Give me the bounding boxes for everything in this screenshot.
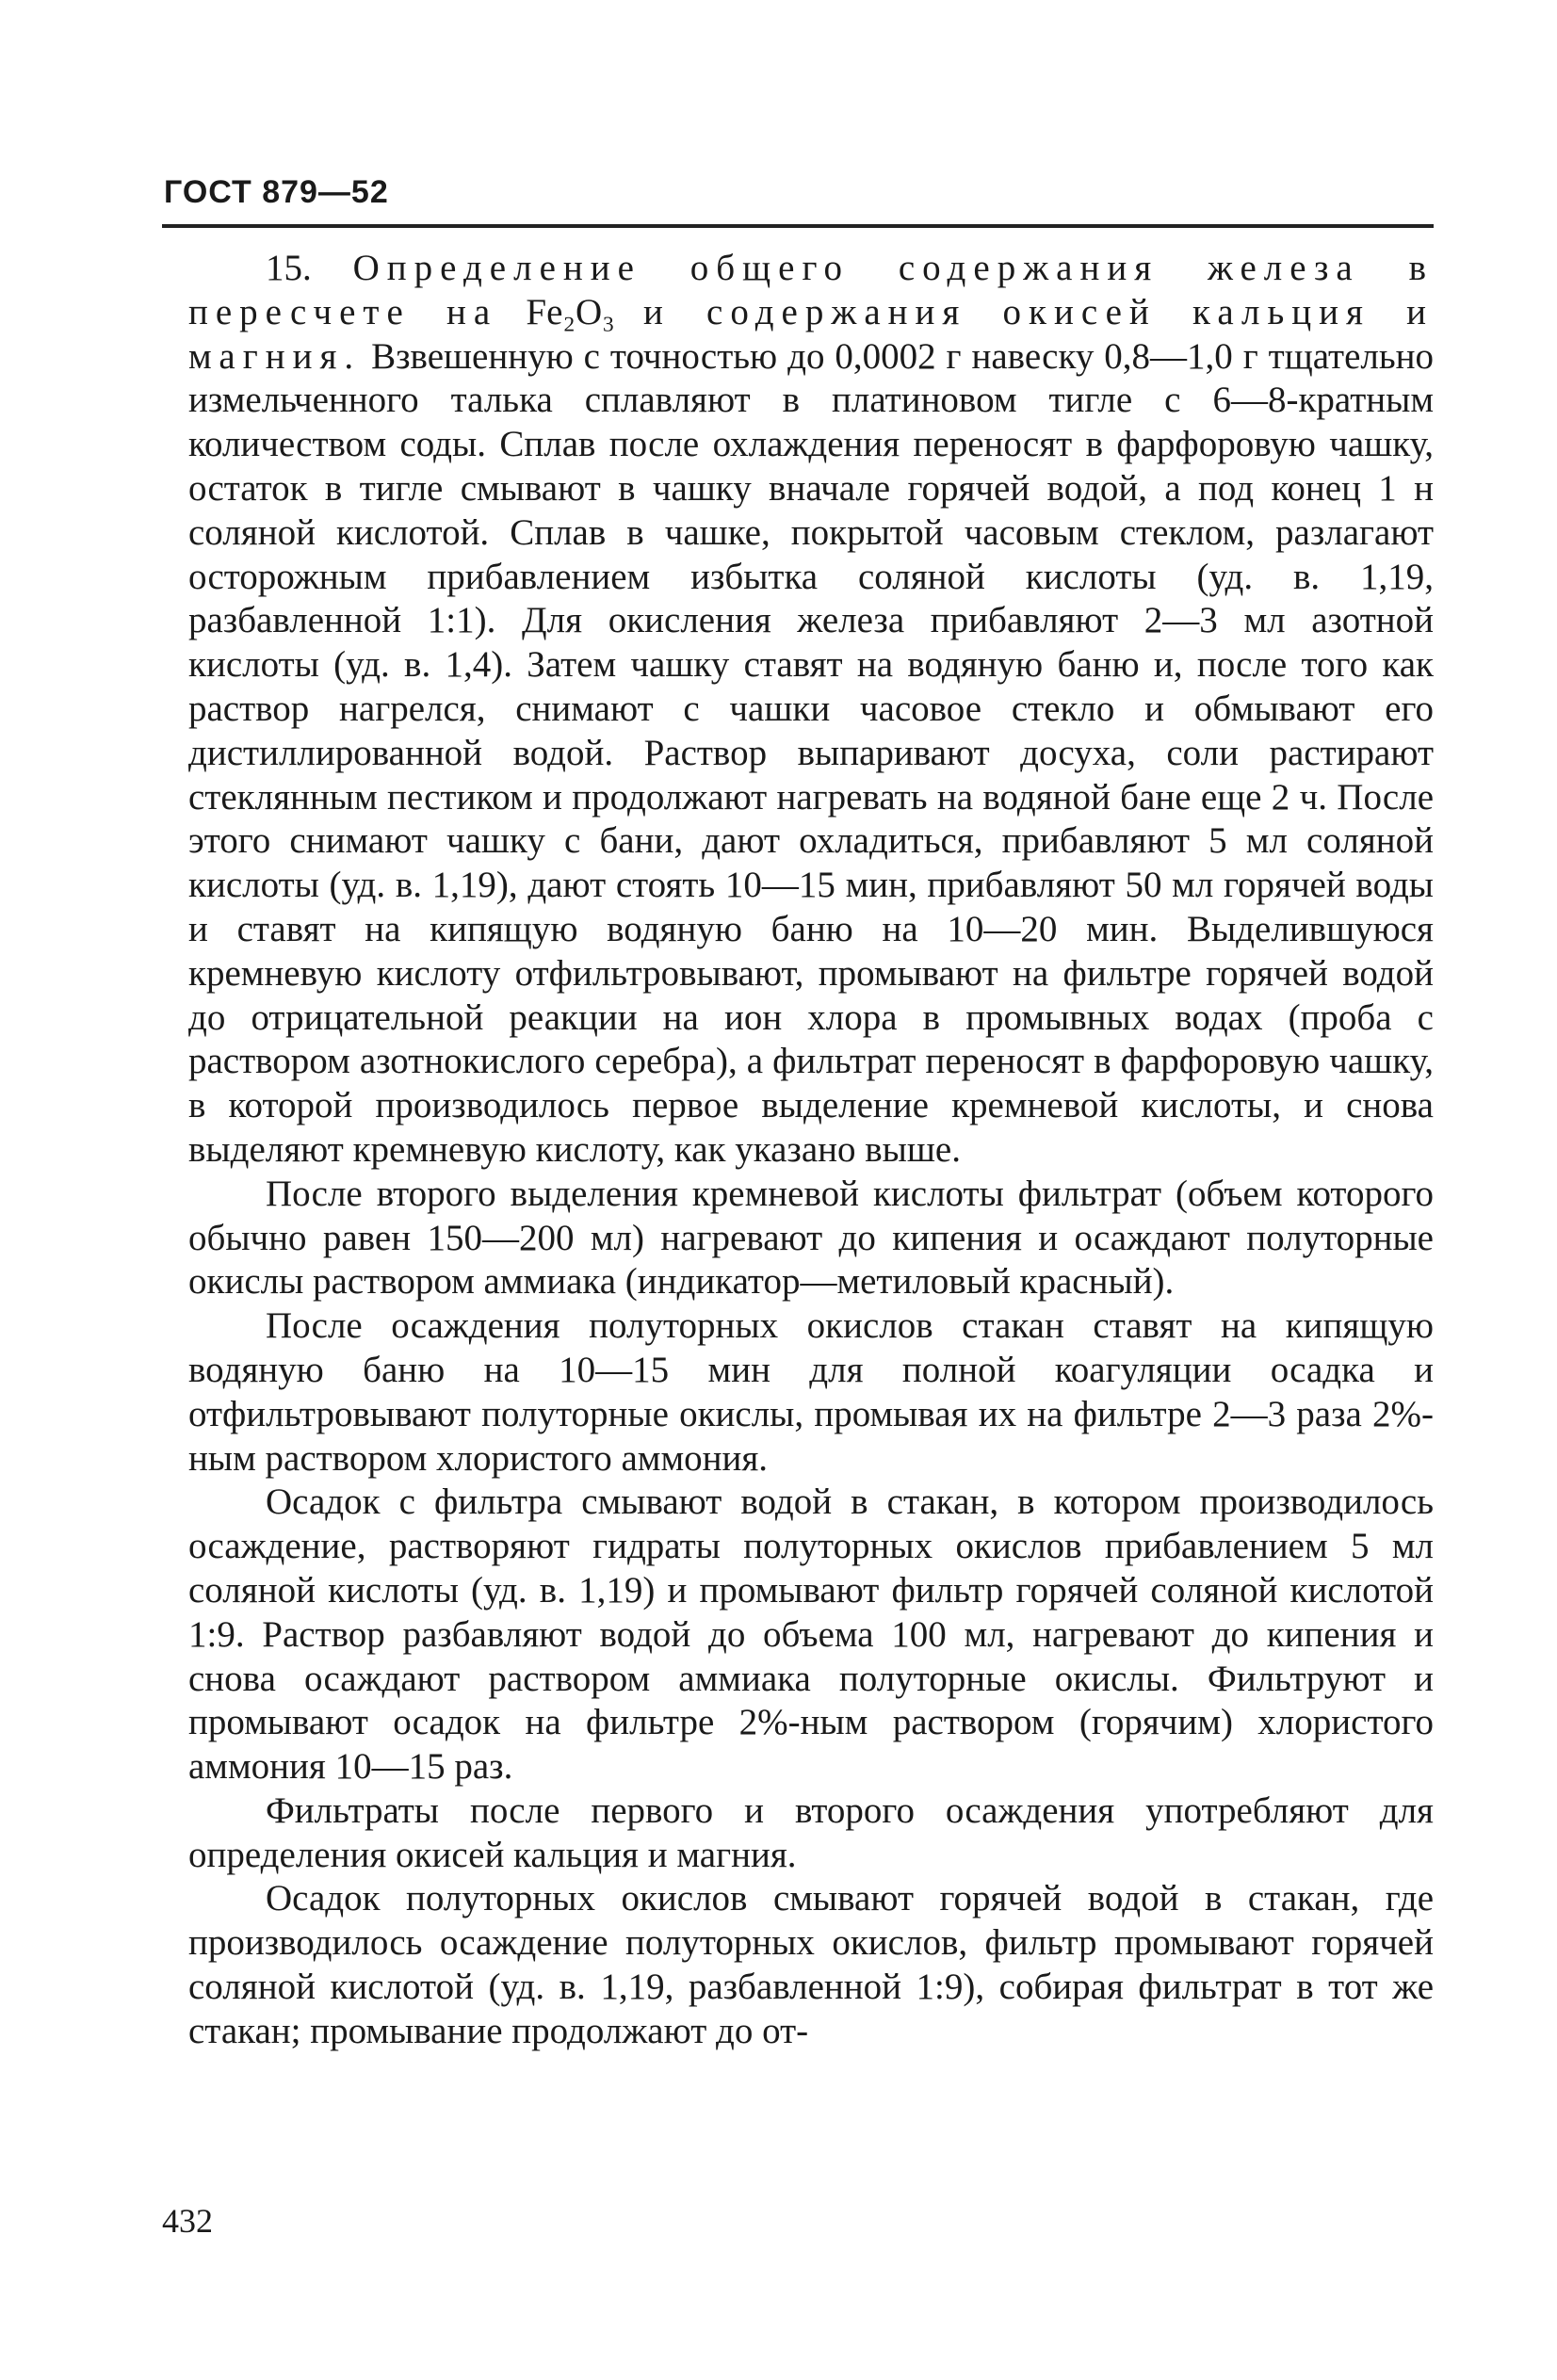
paragraph-section-15 [188, 247, 1434, 1173]
document-code: ГОСТ 879—52 [164, 174, 389, 210]
paragraph-4: Осадок с фильтра смывают водой в стакан, в котором производилось осаждение, растворяют гидраты полуторных окислов прибавлением 5 мл соляной кислоты (уд. в. 1,19) и промывают фильтр горячей соляной кислотой 1:9. Раствор разбавляют водой до объема 100 мл, нагревают до кипения и снова осаждают раствором аммиака полуторные окислы. Фильтруют и промывают осадок на фильтре 2%-ным раствором (горячим) хлористого аммония 10—15 раз. [188, 1481, 1434, 1788]
page-header [162, 174, 1434, 228]
header-rule [162, 224, 1434, 228]
paragraph-2: После второго выделения кремневой кислоты фильтрат (объем которого обычно равен 150—200 мл) нагревают до кипения и осаждают полуторные окислы раствором аммиака (индикатор—метиловый красный). [188, 1173, 1434, 1303]
paragraph-1-text: Взвешенную с точностью до 0,0002 г навеску 0,8—1,0 г тщательно измельченного талька сплавляют в платиновом тигле с 6—8-кратным количеством соды. Сплав после охлаждения переносят в фарфоровую чашку, остаток в тигле смывают в чашку вначале горячей водой, а под конец 1 н соляной кислотой. Сплав в чашке, покрытой часовым стеклом, разлагают осторожным прибавлением избытка соляной кислоты (уд. в. 1,19, разбавленной 1:1). Для окисления железа прибавляют 2—3 мл азотной кислоты (уд. в. 1,4). Затем чашку ставят на водяную баню и, после того как раствор нагрелся, снимают с чашки часовое стекло и обмывают его дистиллированной водой. Раствор выпаривают досуха, соли растирают стеклянным пестиком и продолжают нагревать на водяной бане еще 2 ч. После этого снимают чашку с бани, дают охладиться, прибавляют 5 мл соляной кислоты (уд. в. 1,19), дают стоять 10—15 мин, прибавляют 50 мл горячей воды и ставят на кипящую водяную баню на 10—20 мин. Выделившуюся кремневую кислоту отфильтровывают, промывают на фильтре горячей водой до отрицательной реакции на ион хлора в промывных водах (проба с раствором азотнокислого серебра), а фильтрат переносят в фарфоровую чашку, в которой производилось первое выделение кремневой кислоты, и снова выделяют кремневую кислоту, как указано выше. [188, 335, 1434, 1170]
document-body [188, 247, 1434, 2054]
page-number: 432 [162, 2202, 213, 2240]
section-heading: Определение общего содержания железа в пересчете на [188, 248, 1435, 332]
section-number: 15. [266, 248, 312, 288]
formula-fe2o3: Fe₂O₃ [526, 291, 615, 332]
section-heading-cont: и содержания окисей кальция и магния. [188, 291, 1435, 377]
paragraph-3: После осаждения полуторных окислов стакан ставят на кипящую водяную баню на 10—15 мин для полной коагуляции осадка и отфильтровывают полуторные окислы, промывая их на фильтре 2—3 раза 2%-ным раствором хлористого аммония. [188, 1305, 1434, 1479]
paragraph-5: Фильтраты после первого и второго осаждения употребляют для определения окисей кальция и магния. [188, 1789, 1434, 1875]
paragraph-6: Осадок полуторных окислов смывают горячей водой в стакан, где производилось осаждение полуторных окислов, фильтр промывают горячей соляной кислотой (уд. в. 1,19, разбавленной 1:9), собирая фильтрат в тот же стакан; промывание продолжают до от- [188, 1878, 1434, 2051]
